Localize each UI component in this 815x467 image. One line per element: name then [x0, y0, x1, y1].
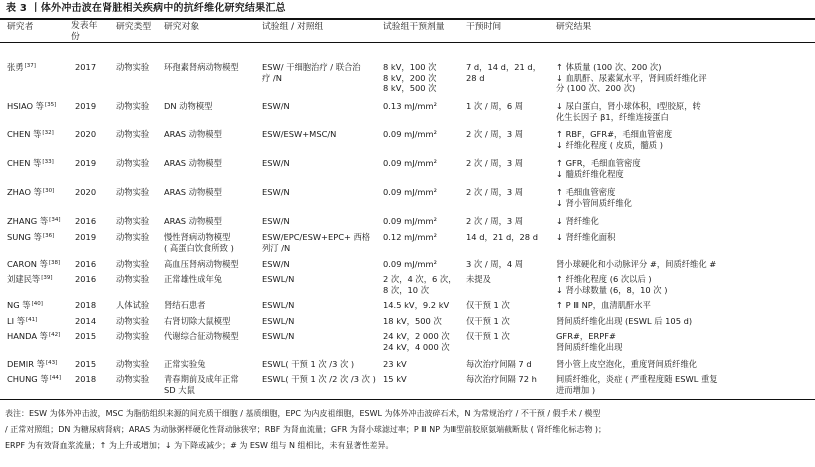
cell-type: 动物实验 [116, 359, 150, 369]
cell-time [466, 300, 510, 311]
cell-line: ESW/N [262, 187, 290, 197]
cell-line: ↓ 肾小管间质纤维化 [556, 197, 632, 208]
cell-year: 2020 [75, 129, 97, 139]
cell-year: 2018 [75, 374, 97, 384]
cell-result [556, 158, 641, 179]
cell-object [164, 359, 206, 370]
cell-author [7, 187, 54, 198]
cell-line: ESW/ESW+MSC/N [262, 129, 337, 139]
cell-year: 2019 [75, 158, 97, 168]
cell-result [556, 187, 632, 208]
cell-type: 动物实验 [116, 374, 150, 384]
cell-line: 仅干预 1 次 [466, 316, 510, 326]
cell-author [7, 232, 54, 243]
cell-author [7, 158, 54, 169]
cell-line: 环孢素肾病动物模型 [164, 62, 239, 72]
author-name: CHEN 等 [7, 129, 42, 139]
cell-dose [383, 316, 442, 327]
cell-line: 肾小球硬化和小动脉评分 #，间质纤维化 # [556, 259, 717, 269]
cell-line: ( 高蛋白饮食所致 ) [164, 242, 234, 253]
author-name: SUNG 等 [7, 232, 42, 242]
author-name: 刘建民等 [7, 274, 41, 284]
cell-line: 青春期前及成年正常 [164, 374, 239, 384]
cell-object [164, 158, 222, 169]
cell-line: 1 次 / 周，6 周 [466, 101, 524, 111]
cell-dose [383, 216, 437, 227]
cell-author [7, 331, 60, 342]
cell-result [556, 101, 701, 122]
cell-line: ESWL( 干预 1 次 /3 次 ) [262, 359, 355, 369]
cell-line: 肾结石患者 [164, 300, 206, 310]
header-object: 研究对象 [164, 22, 200, 32]
cell-dose [383, 101, 437, 112]
cell-object [164, 331, 239, 342]
cell-line: GFR#，ERPF# [556, 331, 616, 341]
cell-line: 3 次 / 周，4 周 [466, 259, 524, 269]
cell-line: 0.12 mJ/mm² [383, 232, 437, 242]
note-line: ERPF 为有效肾血浆流量；↑ 为上升或增加；↓ 为下降或减少；# 为 ESW 组与 N 组相比，未有显著性差异。 [5, 441, 394, 450]
cell-time [466, 359, 532, 370]
cell-result [556, 129, 672, 150]
cell-line: 2 次 / 周，3 周 [466, 216, 524, 226]
cell-line: 14.5 kV，9.2 kV [383, 300, 450, 310]
cell-line: 2 次 / 周，3 周 [466, 158, 524, 168]
cell-time [466, 232, 538, 243]
cell-year: 2015 [75, 359, 97, 369]
cell-line: 列汀 /N [262, 242, 291, 253]
cell-dose [383, 187, 437, 198]
cell-group [262, 316, 294, 327]
cell-group [262, 216, 290, 227]
cell-author [7, 359, 57, 370]
cell-result [556, 316, 692, 327]
cell-object [164, 187, 222, 198]
cell-author [7, 300, 43, 311]
note-line: 表注：ESW 为体外冲击波，MSC 为脂肪组织来源的间充质干细胞 / 基质细胞，EPC 为内皮祖细胞，ESWL 为体外冲击波碎石术，N 为常规治疗 / 不干预 / 假手术 / 模型 [5, 409, 601, 418]
cell-line: 0.09 mJ/mm² [383, 259, 437, 269]
author-name: NG 等 [7, 300, 31, 310]
cell-line: 24 kV，2 000 次 [383, 331, 450, 341]
cell-line: DN 动物模型 [164, 101, 213, 111]
reference-number: [32] [42, 130, 54, 136]
cell-line: ↑ RBF，GFR#，毛细血管密度 [556, 129, 673, 139]
reference-number: [38] [48, 260, 61, 266]
cell-time [466, 158, 523, 169]
cell-object [164, 300, 206, 311]
cell-year: 2014 [75, 316, 97, 326]
cell-line: ↑ GFR，毛细血管密度 [556, 158, 641, 168]
cell-result [556, 216, 599, 227]
cell-type: 动物实验 [116, 316, 150, 326]
cell-line: ESW/N [262, 216, 290, 226]
reference-number: [42] [48, 332, 61, 338]
cell-year: 2015 [75, 331, 97, 341]
cell-line: 8 次，10 次 [383, 284, 430, 295]
reference-number: [44] [49, 375, 61, 381]
cell-time [466, 316, 510, 327]
reference-number: [36] [42, 233, 55, 239]
cell-line: 间质纤维化，炎症 ( 严重程度随 ESWL 重复 [556, 374, 718, 384]
cell-time [466, 187, 523, 198]
cell-group [262, 62, 361, 83]
reference-number: [41] [26, 317, 38, 323]
cell-line: 疗 /N [262, 72, 282, 83]
cell-year: 2019 [75, 101, 97, 111]
cell-line: 仅干预 1 次 [466, 331, 510, 341]
cell-line: ARAS 动物模型 [164, 187, 222, 197]
cell-object [164, 259, 239, 270]
cell-line: ↓ 血肌酐、尿素氮水平，肾间质纤维化评 [556, 72, 707, 83]
cell-dose [383, 232, 437, 243]
cell-type: 人体试验 [116, 300, 150, 310]
cell-line: 28 d [466, 72, 485, 83]
cell-line: 8 kV，100 次 [383, 62, 437, 72]
cell-group [262, 300, 294, 311]
reference-number: [37] [24, 63, 36, 69]
cell-object [164, 232, 234, 253]
cell-dose [383, 62, 436, 94]
cell-line: ESWL/N [262, 300, 295, 310]
cell-line: ESWL/N [262, 331, 295, 341]
cell-line: 进而增加 ) [556, 384, 596, 395]
reference-number: [33] [42, 159, 54, 165]
cell-line: ↓ 尿白蛋白，肾小球体积，Ⅰ型胶原，转 [556, 101, 701, 111]
cell-result [556, 274, 667, 295]
cell-year: 2016 [75, 259, 97, 269]
cell-result [556, 359, 697, 370]
cell-line: 右肾切除大鼠模型 [164, 316, 231, 326]
cell-dose [383, 274, 457, 295]
cell-year: 2017 [75, 62, 97, 72]
cell-group [262, 259, 290, 270]
cell-line: ESWL( 干预 1 次 /2 次 /3 次 ) [262, 374, 376, 384]
author-name: CHUNG 等 [7, 374, 49, 384]
cell-line: ARAS 动物模型 [164, 129, 222, 139]
cell-author [7, 216, 60, 227]
cell-dose [383, 158, 437, 169]
cell-line: ↑ P Ⅲ NP，血清肌酐水平 [556, 300, 651, 310]
cell-author [7, 374, 61, 385]
cell-line: 7 d，14 d，21 d， [466, 62, 541, 72]
author-name: HSIAO 等 [7, 101, 44, 111]
table-note [5, 406, 810, 454]
cell-time [466, 129, 523, 140]
cell-line: 8 kV，200 次 [383, 72, 437, 83]
header-dose: 试验组干预剂量 [383, 22, 445, 32]
cell-line: 0.09 mJ/mm² [383, 129, 437, 139]
cell-line: 0.09 mJ/mm² [383, 187, 437, 197]
cell-line: ESW/ 干细胞治疗 / 联合治 [262, 62, 361, 72]
cell-line: ↓ 肾小球数量 (6，8，10 次 ) [556, 284, 668, 295]
cell-author [7, 316, 37, 327]
cell-object [164, 316, 230, 327]
cell-line: 每次治疗间隔 72 h [466, 374, 537, 384]
author-name: DEMIR 等 [7, 359, 45, 369]
cell-result [556, 232, 615, 243]
cell-line: 24 kV，4 000 次 [383, 341, 450, 352]
author-name: CHEN 等 [7, 158, 42, 168]
author-name: ZHANG 等 [7, 216, 49, 226]
author-name: 张勇 [7, 62, 24, 72]
author-name: CARON 等 [7, 259, 48, 269]
author-name: HANDA 等 [7, 331, 48, 341]
cell-group [262, 331, 294, 342]
cell-line: 慢性肾病动物模型 [164, 232, 231, 242]
cell-year: 2018 [75, 300, 97, 310]
cell-author [7, 101, 56, 112]
cell-line: ESW/N [262, 158, 290, 168]
cell-type: 动物实验 [116, 101, 150, 111]
cell-result [556, 62, 707, 94]
cell-time [466, 259, 523, 270]
cell-line: 正常实验兔 [164, 359, 206, 369]
table-title: 表 3 丨体外冲击波在肾脏相关疾病中的抗纤维化研究结果汇总 [6, 3, 286, 14]
cell-year: 2016 [75, 216, 97, 226]
cell-year: 2020 [75, 187, 97, 197]
cell-line: 14 d，21 d，28 d [466, 232, 538, 242]
cell-line: ↓ 肾纤维化面积 [556, 232, 616, 242]
cell-line: ↑ 纤维化程度 (6 次以后 ) [556, 274, 652, 284]
cell-line: ARAS 动物模型 [164, 216, 222, 226]
cell-object [164, 216, 222, 227]
cell-group [262, 101, 290, 112]
cell-dose [383, 259, 437, 270]
header-year-line1: 发表年 [71, 21, 98, 31]
cell-line: 2 次，4 次，6 次， [383, 274, 457, 284]
cell-line: 化生长因子 β1，纤维连接蛋白 [556, 111, 669, 122]
cell-line: 0.09 mJ/mm² [383, 158, 437, 168]
cell-group [262, 187, 290, 198]
header-rule [0, 42, 815, 43]
cell-type: 动物实验 [116, 129, 150, 139]
cell-line: ↑ 毛细血管密度 [556, 187, 616, 197]
cell-line: ESW/EPC/ESW+EPC+ 西格 [262, 232, 371, 242]
cell-time [466, 374, 537, 385]
cell-group [262, 274, 294, 285]
cell-line: 分 (100 次、200 次) [556, 83, 636, 93]
cell-line: ESW/N [262, 101, 290, 111]
cell-line: 未提及 [466, 274, 491, 284]
author-name: ZHAO 等 [7, 187, 42, 197]
cell-time [466, 216, 523, 227]
header-year [71, 21, 97, 42]
reference-number: [30] [42, 188, 55, 194]
cell-type: 动物实验 [116, 187, 150, 197]
cell-year: 2019 [75, 232, 97, 242]
cell-line: 代谢综合征动物模型 [164, 331, 239, 341]
cell-result [556, 374, 718, 395]
header-time: 干预时间 [466, 22, 502, 32]
cell-line: ESWL/N [262, 274, 295, 284]
cell-line: 正常雄性成年兔 [164, 274, 223, 284]
cell-line: 23 kV [383, 359, 407, 369]
cell-line: 8 kV，500 次 [383, 83, 437, 93]
cell-group [262, 232, 370, 253]
cell-object [164, 62, 239, 73]
cell-line: ↓ 纤维化程度 ( 皮质，髓质 ) [556, 139, 663, 150]
cell-line: 2 次 / 周，3 周 [466, 187, 524, 197]
cell-group [262, 158, 290, 169]
cell-type: 动物实验 [116, 232, 150, 242]
cell-line: ↑ 体质量 (100 次、200 次) [556, 62, 662, 72]
cell-line: ↓ 肾纤维化 [556, 216, 599, 226]
cell-result [556, 259, 716, 270]
cell-line: 高血压肾病动物模型 [164, 259, 239, 269]
cell-object [164, 129, 222, 140]
cell-line: 0.13 mJ/mm² [383, 101, 437, 111]
cell-line: 15 kV [383, 374, 407, 384]
cell-time [466, 331, 510, 342]
header-year-line2: 份 [71, 31, 80, 42]
cell-result [556, 300, 651, 311]
top-rule [0, 18, 815, 20]
cell-line: 仅干预 1 次 [466, 300, 510, 310]
cell-object [164, 101, 212, 112]
note-line: / 正常对照组；DN 为糖尿病肾病；ARAS 为动脉粥样硬化性肾动脉狭窄；RBF 为肾血流量；GFR 为肾小球滤过率；P Ⅲ NP 为Ⅲ型前胶原氨端截断肽 ( 肾纤维化标志物 )； [5, 425, 606, 434]
cell-group [262, 374, 376, 385]
reference-number: [43] [45, 360, 58, 366]
cell-result [556, 331, 622, 352]
cell-time [466, 274, 491, 285]
cell-line: ↓ 髓质纤维化程度 [556, 168, 624, 179]
cell-group [262, 129, 336, 140]
cell-object [164, 274, 222, 285]
cell-line: 18 kV，500 次 [383, 316, 442, 326]
cell-line: 肾小管上皮空泡化，重度肾间质纤维化 [556, 359, 698, 369]
cell-line: 0.09 mJ/mm² [383, 216, 437, 226]
cell-type: 动物实验 [116, 259, 150, 269]
cell-dose [383, 129, 437, 140]
cell-type: 动物实验 [116, 62, 150, 72]
cell-line: SD 大鼠 [164, 384, 195, 395]
cell-author [7, 274, 53, 285]
cell-time [466, 101, 523, 112]
reference-number: [40] [31, 301, 43, 307]
cell-dose [383, 359, 407, 370]
reference-number: [34] [49, 217, 61, 223]
cell-type: 动物实验 [116, 274, 150, 284]
header-result: 研究结果 [556, 22, 592, 32]
cell-type: 动物实验 [116, 216, 150, 226]
cell-author [7, 259, 60, 270]
author-name: LI 等 [7, 316, 26, 326]
cell-line: ESW/N [262, 259, 290, 269]
cell-line: ARAS 动物模型 [164, 158, 222, 168]
cell-author [7, 129, 54, 140]
cell-author [7, 62, 36, 73]
header-type: 研究类型 [116, 22, 152, 32]
header-group: 试验组 / 对照组 [262, 22, 324, 32]
cell-group [262, 359, 354, 370]
cell-type: 动物实验 [116, 158, 150, 168]
cell-line: ESWL/N [262, 316, 295, 326]
reference-number: [35] [44, 102, 57, 108]
cell-object [164, 374, 239, 395]
cell-dose [383, 374, 407, 385]
cell-dose [383, 300, 449, 311]
reference-number: [39] [41, 275, 53, 281]
cell-time [466, 62, 541, 83]
cell-type: 动物实验 [116, 331, 150, 341]
bottom-rule [0, 399, 815, 400]
cell-line: 肾间质纤维化出现 (ESWL 后 105 d) [556, 316, 693, 326]
cell-dose [383, 331, 450, 352]
cell-line: 每次治疗间隔 7 d [466, 359, 532, 369]
cell-line: 2 次 / 周，3 周 [466, 129, 524, 139]
cell-line: 肾间质纤维化出现 [556, 341, 623, 352]
cell-year: 2016 [75, 274, 97, 284]
header-author: 研究者 [7, 22, 34, 32]
